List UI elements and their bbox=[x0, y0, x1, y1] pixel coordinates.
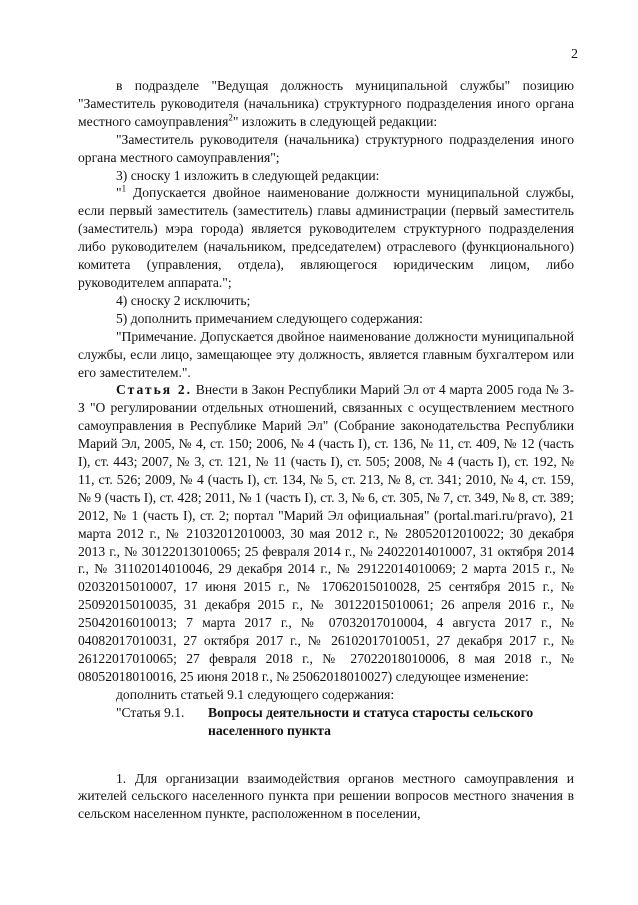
article-9-1-label: "Статья 9.1. bbox=[116, 704, 185, 720]
document-body bbox=[78, 77, 574, 823]
article-2-paragraph bbox=[78, 381, 574, 685]
article-9-1-title: Вопросы деятельности и статуса старосты сельского населенного пункта bbox=[208, 704, 534, 738]
article-9-1-heading bbox=[78, 704, 574, 740]
paragraph-7: "Примечание. Допускается двойное наименование должности муниципальной службы, если лицо, замещающее эту должность, является главным бухгалтером или его заместителем.". bbox=[78, 328, 574, 380]
quote-open: " bbox=[116, 185, 122, 201]
paragraph-2: "Заместитель руководителя (начальника) структурного подразделения иного органа местного самоуправления"; bbox=[78, 131, 574, 165]
paragraph-5: 4) сноску 2 исключить; bbox=[116, 292, 251, 308]
paragraph-4 bbox=[78, 184, 574, 291]
paragraph-6: 5) дополнить примечанием следующего содержания: bbox=[116, 310, 423, 326]
footnote-ref-1: 1 bbox=[121, 183, 127, 194]
article-2-label: Статья 2. bbox=[116, 382, 193, 398]
footnote-ref-2: 2 bbox=[228, 112, 233, 123]
paragraph-4-text: Допускается двойное наименование должности муниципальной службы, если первый заместитель (заместитель) главы администрации (первый заместитель (заместитель) мэра города) является руководителем структурного подразделения либо руководителем (начальником, председателем) отраслевого (функционального) комитета (управления, отдела), являющегося юридическим лицом, либо руководителем аппарата."; bbox=[78, 185, 574, 290]
page-number: 2 bbox=[571, 47, 578, 62]
paragraph-1 bbox=[78, 77, 574, 131]
paragraph-3: 3) сноску 1 изложить в следующей редакции: bbox=[116, 167, 380, 183]
paragraph-10: 1. Для организации взаимодействия органов местного самоуправления и жителей сельского населенного пункта при решении вопросов местного значения в сельском населенном пункте, расположенном в поселении, bbox=[78, 770, 574, 822]
paragraph-1-text: в подразделе "Ведущая должность муниципальной службы" позицию "Заместитель руководителя (начальника) структурного подразделения иного органа местного самоуправления bbox=[78, 78, 574, 129]
paragraph-9: дополнить статьей 9.1 следующего содержания: bbox=[116, 686, 395, 702]
paragraph-1-tail: " изложить в следующей редакции: bbox=[232, 113, 438, 129]
article-2-text: Внести в Закон Республики Марий Эл от 4 марта 2005 года № 3-З "О регулировании отдельных отношений, связанных с осуществлением местного самоуправления в Республике Марий Эл" (Собрание законодательства Республики Марий Эл, 2005, № 4, ст. 150; 2006, № 4 (часть I), ст. 136, № 11, ст. 409, № 12 (часть I), ст. 443; 2007, № 3, ст. 121, № 11 (часть I), ст. 505; 2008, № 4 (часть I), ст. 192, № 11, ст. 526; 2009, № 4 (часть I), ст. 134, № 5, ст. 213, № 8, ст. 341; 2010, № 4, ст. 159, № 9 (часть I), ст. 428; 2011, № 1 (часть I), ст. 3, № 6, ст. 305, № 7, ст. 349, № 8, ст. 389; 2012, № 1 (часть I), ст. 2; портал "Марий Эл официальная" (portal.mari.ru/pravo), 21 марта 2012 г., № 21032012010003, 30 мая 2012 г., № 28052012010022; 30 декабря 2013 г., № 30122013010065; 25 февраля 2014 г., № 24022014010007, 31 октября 2014 г., № 31102014010046, 29 декабря 2014 г., № 29122014010069; 2 марта 2015 г., № 02032015010007, 17 июня 2015 г., № 17062015010028, 25 сентября 2015 г., № 25092015010035, 31 декабря 2015 г., № 30122015010061; 26 апреля 2016 г., № 25042016010013; 7 марта 2017 г., № 07032017010004, 4 августа 2017 г., № 04082017010031, 27 октября 2017 г., № 26102017010051, 27 декабря 2017 г., № 26122017010065; 27 февраля 2018 г., № 27022018010006, 8 мая 2018 г., № 08052018010016, 25 июня 2018 г., № 25062018010027) следующее изменение: bbox=[78, 382, 575, 684]
spacer bbox=[78, 740, 574, 770]
